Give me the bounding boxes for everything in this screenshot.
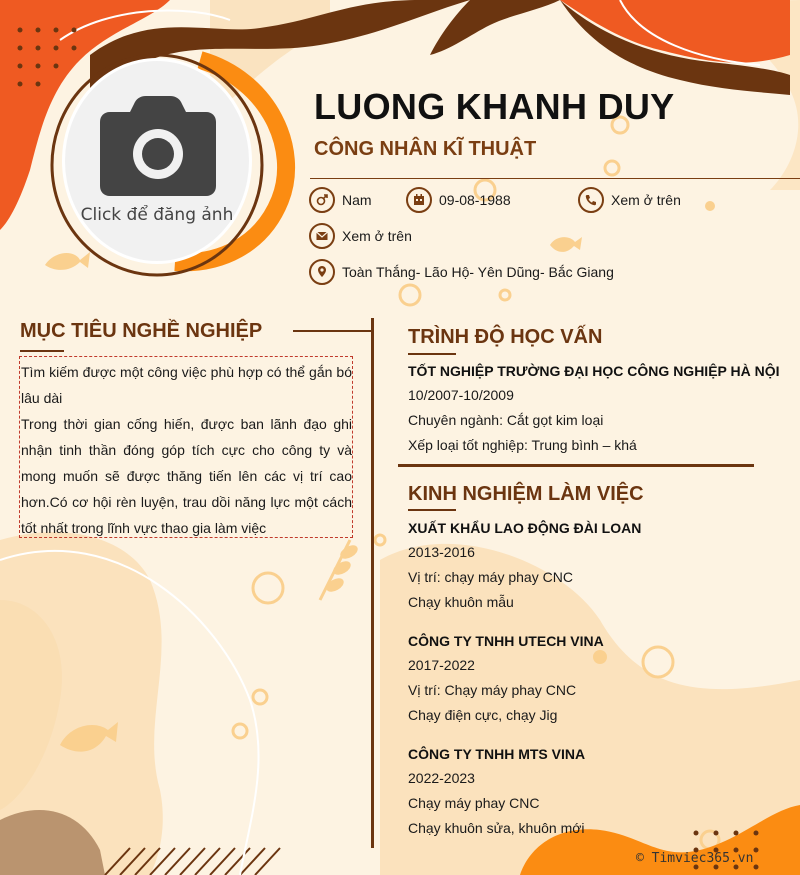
camera-icon bbox=[100, 96, 216, 196]
calendar-icon bbox=[406, 187, 432, 213]
education-major: Chuyên ngành: Cắt gọt kim loại bbox=[408, 412, 604, 428]
location-icon bbox=[309, 259, 335, 285]
experience-company: XUẤT KHẨU LAO ĐỘNG ĐÀI LOAN bbox=[408, 520, 642, 536]
education-period: 10/2007-10/2009 bbox=[408, 387, 514, 403]
experience-role: Chạy máy phay CNC bbox=[408, 795, 540, 811]
objective-text-box[interactable] bbox=[19, 356, 353, 538]
experience-detail: Chạy khuôn sửa, khuôn mới bbox=[408, 820, 585, 836]
experience-title: KINH NGHIỆM LÀM VIỆC bbox=[408, 483, 644, 505]
address-value: Toàn Thắng- Lão Hộ- Yên Dũng- Bắc Giang bbox=[342, 264, 614, 280]
experience-company: CÔNG TY TNHH MTS VINA bbox=[408, 746, 586, 762]
objective-title-underline bbox=[20, 350, 64, 352]
experience-title-underline bbox=[408, 509, 456, 511]
phone-value: Xem ở trên bbox=[611, 192, 681, 208]
address-info bbox=[309, 259, 614, 285]
objective-title: MỤC TIÊU NGHỀ NGHIỆP bbox=[20, 320, 263, 342]
birthday-info bbox=[406, 187, 511, 213]
education-title: TRÌNH ĐỘ HỌC VẤN bbox=[408, 326, 603, 348]
gender-value: Nam bbox=[342, 192, 372, 208]
experience-item bbox=[408, 742, 585, 841]
experience-period: 2017-2022 bbox=[408, 657, 475, 673]
experience-detail: Chạy điện cực, chạy Jig bbox=[408, 707, 558, 723]
email-info bbox=[309, 223, 412, 249]
experience-period: 2022-2023 bbox=[408, 770, 475, 786]
gender-info bbox=[309, 187, 372, 213]
experience-role: Vị trí: chạy máy phay CNC bbox=[408, 569, 573, 585]
copyright-watermark: © Timviec365.vn bbox=[636, 851, 754, 866]
job-title: CÔNG NHÂN KĨ THUẬT bbox=[314, 138, 537, 160]
header-divider bbox=[310, 178, 800, 179]
education-title-underline bbox=[408, 353, 456, 355]
phone-info bbox=[578, 187, 681, 213]
column-divider bbox=[371, 318, 374, 848]
avatar-upload[interactable] bbox=[62, 58, 252, 268]
gender-icon bbox=[309, 187, 335, 213]
candidate-name: LUONG KHANH DUY bbox=[314, 86, 675, 127]
experience-company: CÔNG TY TNHH UTECH VINA bbox=[408, 633, 604, 649]
education-grade: Xếp loại tốt nghiệp: Trung bình – khá bbox=[408, 437, 637, 453]
experience-item bbox=[408, 516, 641, 615]
section-divider bbox=[398, 464, 754, 467]
email-value: Xem ở trên bbox=[342, 228, 412, 244]
experience-period: 2013-2016 bbox=[408, 544, 475, 560]
objective-paragraph: Tìm kiếm được một công việc phù hợp có thể gắn bó lâu dài bbox=[21, 364, 352, 406]
experience-role: Vị trí: Chạy máy phay CNC bbox=[408, 682, 577, 698]
experience-item bbox=[408, 629, 604, 728]
mail-icon bbox=[309, 223, 335, 249]
avatar-upload-label[interactable]: Click để đăng ảnh bbox=[80, 205, 234, 225]
objective-title-rule bbox=[293, 330, 371, 332]
experience-detail: Chạy khuôn mẫu bbox=[408, 594, 514, 610]
education-block bbox=[408, 359, 780, 458]
objective-paragraph: Trong thời gian cống hiến, được ban lãnh đạo ghi nhận tinh thần đóng góp tích cực cho công ty và mong muốn sẽ được thăng tiến lên các vị trí cao hơn.Có cơ hội rèn luyện, trau dồi năng lực một cách tốt nhất trong lĩnh vực thao gia làm việc bbox=[21, 416, 352, 536]
birthday-value: 09-08-1988 bbox=[439, 192, 511, 208]
education-school: TỐT NGHIỆP TRƯỜNG ĐẠI HỌC CÔNG NGHIỆP HÀ NỘI bbox=[408, 363, 780, 379]
phone-icon bbox=[578, 187, 604, 213]
